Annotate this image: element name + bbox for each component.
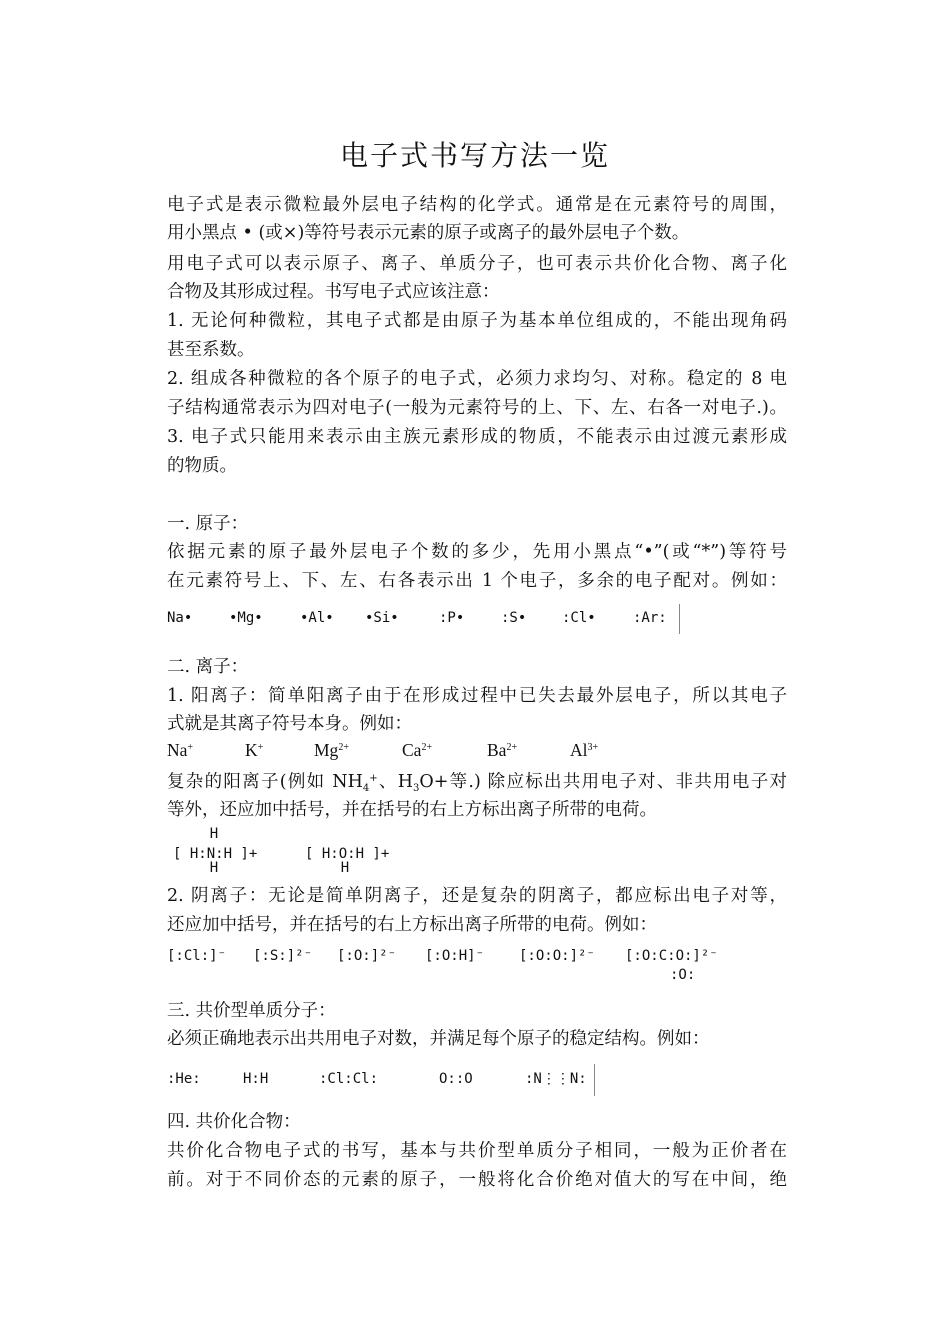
h3o-bottom-h: H (340, 860, 350, 876)
section-text: 在元素符号上、下、左、右各表示出 1 个电子，多余的电子配对。例如： (167, 571, 787, 591)
section-heading: 二. 离子： (167, 657, 249, 677)
atom-p: :P• (439, 610, 465, 626)
atom-cl: :Cl• (562, 610, 596, 626)
section-heading: 一. 原子： (167, 514, 249, 534)
atom-na: Na• (167, 610, 193, 626)
atom-ar: :Ar: (633, 610, 667, 626)
co3-bottom-o: :O: (670, 967, 696, 983)
atom-al: •Al• (300, 610, 334, 626)
section-heading: 四. 共价化合物： (167, 1112, 301, 1132)
intro-line: 1. 无论何种微粒，其电子式都是由原子为基本单位组成的，不能出现角码 (167, 311, 787, 331)
page-title: 电子式书写方法一览 (339, 139, 610, 172)
section-text: 共价化合物电子式的书写，基本与共价型单质分子相同，一般为正价者在 (167, 1141, 787, 1161)
anion-cl: [:Cl:]⁻ (167, 948, 227, 964)
anion-s: [:S:]²⁻ (253, 948, 313, 964)
section-text: 依据元素的原子最外层电子个数的多少，先用小黑点“•”(或“*”)等符号 (167, 542, 787, 562)
intro-line: 2. 组成各种微粒的各个原子的电子式，必须力求均匀、对称。稳定的 8 电 (167, 369, 787, 389)
cation-na: Na+ (167, 740, 194, 760)
cation-ba: $Ba^{2+}$ (487, 740, 518, 760)
intro-line: 子结构通常表示为四对电子(一般为元素符号的上、下、左、右各一对电子.)。 (167, 398, 787, 418)
atom-s: :S• (501, 610, 527, 626)
anion-o2: [:O:O:]²⁻ (519, 948, 595, 964)
cation-mg: $Mg^{2+}$ (314, 740, 349, 760)
divider (679, 604, 680, 634)
molecule-formulas (167, 1071, 607, 1095)
intro-line: 合物及其形成过程。书写电子式应该注意： (167, 282, 500, 302)
intro-line: 电子式是表示微粒最外层电子结构的化学式。通常是在元素符号的周围， (167, 195, 787, 215)
section-text: 式就是其离子符号本身。例如： (167, 714, 412, 734)
section-text: 必须正确地表示出共用电子对数，并满足每个原子的稳定结构。例如： (167, 1029, 710, 1049)
section-text: 还应加中括号，并在括号的右上方标出离子所带的电荷。例如： (167, 915, 657, 935)
molecule-he: :He: (167, 1071, 201, 1087)
intro-line: 的物质。 (167, 456, 237, 476)
atom-mg: •Mg• (229, 610, 263, 626)
intro-line: 用小黑点 • (或×)等符号表示元素的原子或离子的最外层电子个数。 (167, 223, 690, 243)
section-text: 复杂的阳离子(例如 $NH_4^+$、$H_3O+$等.) 除应标出共用电子对、非共用电子对 (167, 772, 787, 794)
atom-si: •Si• (365, 610, 399, 626)
nh4-bottom-h: H (209, 860, 219, 876)
anion-formulas (167, 948, 747, 972)
intro-line: 甚至系数。 (167, 340, 255, 360)
molecule-o2: O::O (439, 1071, 473, 1087)
section-text: 前。对于不同价态的元素的原子，一般将化合价绝对值大的写在中间，绝 (167, 1170, 787, 1190)
cation-ca: $Ca^{2+}$ (402, 740, 433, 760)
molecule-n2: :N⋮⋮N: (525, 1071, 587, 1087)
anion-co3: [:O:C:O:]²⁻ (625, 948, 718, 964)
molecule-cl2: :Cl:Cl: (319, 1071, 379, 1087)
molecule-h2: H:H (243, 1071, 269, 1087)
intro-line: 用电子式可以表示原子、离子、单质分子，也可表示共价化合物、离子化 (167, 254, 787, 274)
anion-oh: [:O:H]⁻ (425, 948, 485, 964)
section-text: 1. 阳离子：简单阳离子由于在形成过程中已失去最外层电子，所以其电子 (167, 686, 787, 706)
section-text: 等外，还应加中括号，并在括号的右上方标出离子所带的电荷。 (167, 800, 657, 820)
anion-o: [:O:]²⁻ (337, 948, 397, 964)
nh4-top-h: H (209, 826, 219, 842)
cation-list (167, 740, 647, 766)
section-text: 2. 阴离子：无论是简单阴离子，还是复杂的阴离子，都应标出电子对等， (167, 886, 787, 906)
document-page: 电子式书写方法一览 电子式是表示微粒最外层电子结构的化学式。通常是在元素符号的周围， 用小黑点 • (或×)等符号表示元素的原子或离子的最外层电子个数。 用电子式可以表示原子、离子、单质分子，也可表示共价化合物、离子化 合物及其形成过程。书写电子式应该注意： 1. 无论何种微粒，其电子式都是由原子为基本单位组成的，不能出现角码 甚至系数。 2. 组成各种微粒的各个原子的电子式，必须力求均匀、对称。稳定的 8 电 子结构通常表示为四对电子(一般为元素符号的上、下、左、右各一对电子.)。 3. 电子式只能用来表示由主族元素形成的物质，不能表示由过渡元素形成 的物质。 一. 原子： 依据元素的原子最外层电子个数的多少，先用小黑点“•”(或“*”)等符号 在元素符号上、下、左、右各表示出 1 个电子，多余的电子配对。例如： Na• •Mg• •Al• •Si• :P• :S• :Cl• :Ar: 二. 离子： 1. 阳离子：简单阳离子由于在形成过程中已失去最外层电子，所以其电子 式就是其离子符号本身。例如： Na+ K+ $Mg^{2+}$ $Ca^{2+}$ $Ba^{2+}$ $Al^{3+}$ 复杂的阳离子(例如 $NH_4^+$、$H_3O+$等.) 除应标出共用电子对、非共用电子对 等外，还应加中括号，并在括号的右上方标出离子所带的电荷。 H [ H:N:H ]+ H [ H:O:H ]+ H 2. 阴离子：无论是简单阴离子，还是复杂的阴离子，都应标出电子对等， 还应加中括号，并在括号的右上方标出离子所带的电荷。例如： [:Cl:]⁻ [:S:]²⁻ [:O:]²⁻ [:O:H]⁻ [:O:O:]²⁻ [:O:C:O:]²⁻ :O: 三. 共价型单质分子： 必须正确地表示出共用电子对数，并满足每个原子的稳定结构。例如： :He: H:H :Cl:Cl: O::O :N⋮⋮N: 四. 共价化合物： 共价化合物电子式的书写，基本与共价型单质分子相同，一般为正价者在 前。对于不同价态的元素的原子，一般将化合价绝对值大的写在中间，绝 (0, 0, 950, 1342)
atom-formulas (167, 610, 687, 634)
cation-k: K+ (245, 740, 264, 760)
divider (594, 1064, 595, 1096)
intro-line: 3. 电子式只能用来表示由主族元素形成的物质，不能表示由过渡元素形成 (167, 427, 787, 447)
cation-al: $Al^{3+}$ (570, 740, 599, 760)
section-heading: 三. 共价型单质分子： (167, 1001, 336, 1021)
